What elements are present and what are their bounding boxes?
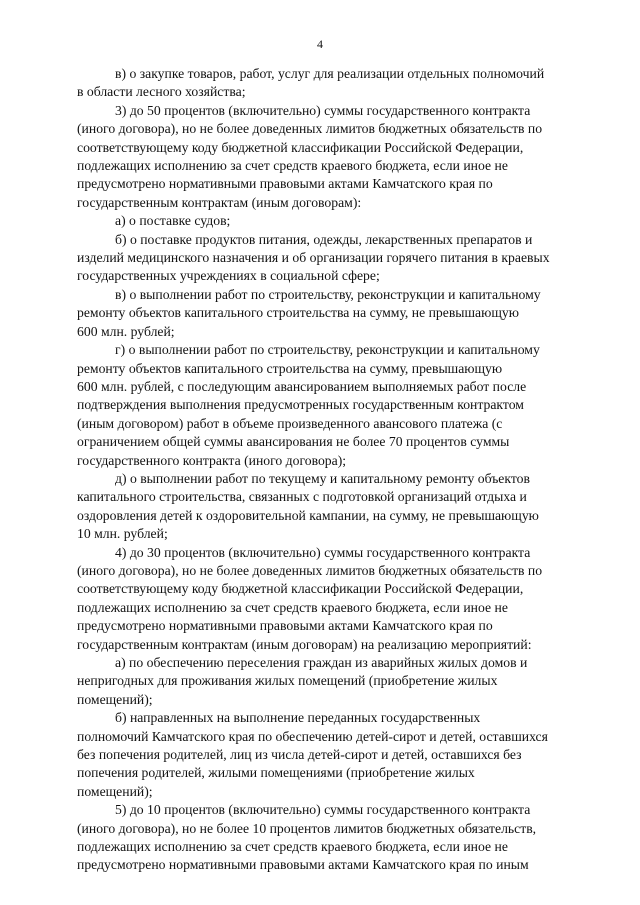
paragraph: в) о выполнении работ по строительству, реконструкции и капитальному ремонту объектов капитального строительства на сумму, не превышающую 600 млн. рублей; (77, 286, 541, 339)
page-number: 4 (317, 37, 323, 51)
paragraph: д) о выполнении работ по текущему и капитальному ремонту объектов капитального строительства, связанных с подготовкой организаций отдыха и оздоровления детей к оздоровительной кампании, на сумму, не превышающую 10 млн. рублей; (77, 470, 539, 542)
paragraph: 5) до 10 процентов (включительно) суммы государственного контракта (иного договора), но не более 10 процентов лимитов бюджетных обязательств, подлежащих исполнению за счет средств краевого бюджета, если иное не предусмотрено нормативными правовыми актами Камчатского края по иным (77, 802, 537, 873)
paragraph: б) направленных на выполнение переданных государственных полномочий Камчатского края по обеспечению детей-сирот и детей, оставшихся без попечения родителей, лиц из числа детей-сирот и детей, оставшихся без попечения родителей, жилыми помещениями (приобретение жилых помещений); (77, 710, 548, 799)
paragraph: а) по обеспечению переселения граждан из аварийных жилых домов и непригодных для проживания жилых помещений (приобретение жилых помещений); (77, 655, 528, 707)
paragraph: г) о выполнении работ по строительству, реконструкции и капитальному ремонту объектов капитального строительства на сумму, превышающую 600 млн. рублей, с последующим авансированием выполняемых работ после подтверждения выполнения предусмотренных государственным контрактом (иным договором) работ в объеме произведенного авансового платежа (с ограничением общей суммы авансирования не более 70 процентов суммы государственного контракта (иного договора); (77, 342, 540, 468)
paragraph: б) о поставке продуктов питания, одежды, лекарственных препаратов и изделий медицинского назначения и об организации горячего питания в краевых государственных учреждениях в социальной сфере; (77, 231, 550, 284)
document-body (77, 65, 595, 875)
paragraph: 4) до 30 процентов (включительно) суммы государственного контракта (иного договора), но не более доведенных лимитов бюджетных обязательств по соответствующему коду бюджетной классификации Российской Федерации, подлежащих исполнению за счет средств краевого бюджета, если иное не предусмотрено нормативными правовыми актами Камчатского края по государственным контрактам (иным договорам) на реализацию мероприятий: (77, 544, 543, 652)
paragraph: в) о закупке товаров, работ, услуг для реализации отдельных полномочий в области лесного хозяйства; (77, 66, 545, 100)
paragraph: а) о поставке судов; (115, 213, 231, 229)
paragraph: 3) до 50 процентов (включительно) суммы государственного контракта (иного договора), но не более доведенных лимитов бюджетных обязательств по соответствующему коду бюджетной классификации Российской Федерации, подлежащих исполнению за счет средств краевого бюджета, если иное не предусмотрено нормативными правовыми актами Камчатского края по государственным контрактам (иным договорам): (77, 102, 543, 210)
